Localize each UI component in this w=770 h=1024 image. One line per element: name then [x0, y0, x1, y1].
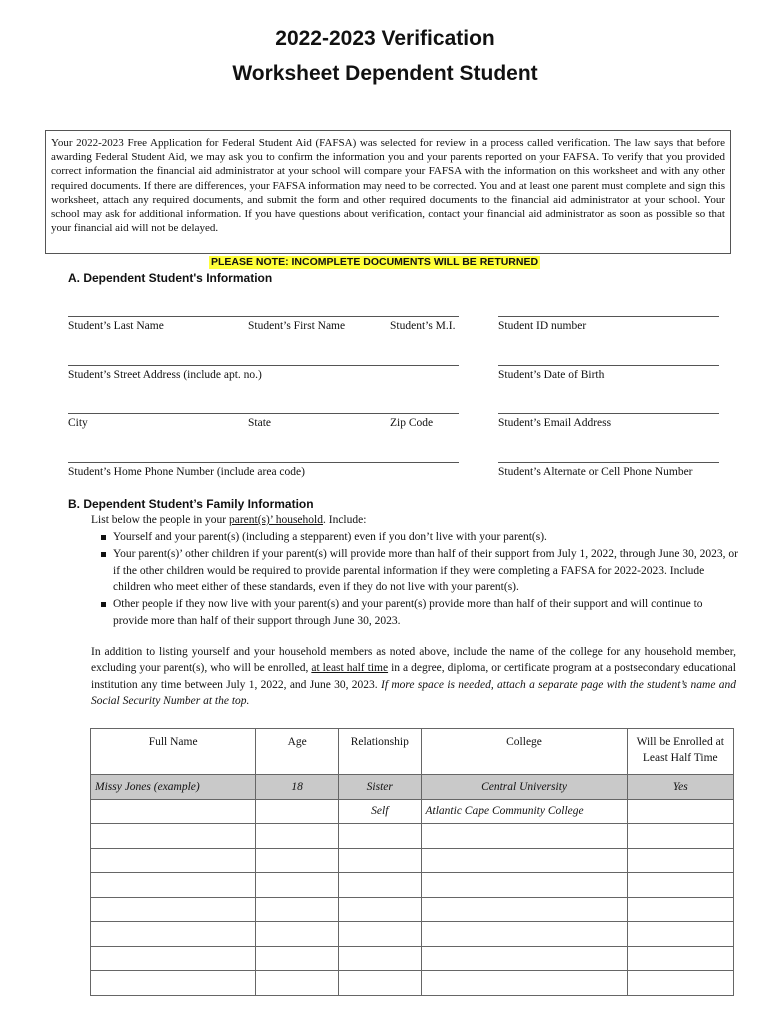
name-cell[interactable]: [91, 971, 256, 996]
col-header-college: College: [421, 729, 627, 775]
col-header-half-time: Will be Enrolled at Least Half Time: [627, 729, 733, 775]
page-subtitle: Worksheet Dependent Student: [232, 62, 538, 85]
example-college: Central University: [421, 775, 627, 800]
street-address-label: Student’s Street Address (include apt. no.): [68, 369, 262, 381]
relationship-cell[interactable]: [339, 946, 422, 971]
name-cell[interactable]: [91, 946, 256, 971]
table-row: [91, 873, 734, 898]
example-row: [91, 775, 734, 800]
age-cell[interactable]: [256, 897, 339, 922]
name-cell[interactable]: [91, 824, 256, 849]
extra-space-note: If more space is needed, attach a separate page with the student’s name and Social Security Number at the top.: [91, 678, 737, 707]
household-bullet-list: [99, 529, 739, 630]
student-id-line[interactable]: [498, 316, 719, 317]
college-instructions-mid: in a degree, diploma, or certificate program at a postsecondary educational institution any time between July 1, 2022, and June 30, 2023.: [91, 662, 736, 691]
name-cell[interactable]: [91, 873, 256, 898]
bullet-item: [99, 596, 739, 630]
mi-label: Student’s M.I.: [390, 320, 456, 332]
table-row: [91, 946, 734, 971]
example-relationship: Sister: [339, 775, 422, 800]
table-row: [91, 922, 734, 947]
table-row: [91, 824, 734, 849]
section-b-intro: [91, 512, 731, 529]
street-address-line[interactable]: [68, 365, 459, 366]
college-instructions: [91, 644, 736, 709]
college-cell[interactable]: [421, 873, 627, 898]
household-underlined: parent(s)’ household: [228, 514, 323, 526]
bullet-square-icon: [101, 552, 106, 557]
age-cell[interactable]: [256, 922, 339, 947]
relationship-cell[interactable]: [339, 897, 422, 922]
name-cell[interactable]: [91, 799, 256, 824]
college-cell[interactable]: [421, 848, 627, 873]
relationship-cell[interactable]: [339, 971, 422, 996]
age-cell[interactable]: [256, 946, 339, 971]
half-time-cell[interactable]: [627, 897, 733, 922]
bullet-item: [99, 546, 739, 596]
household-table: [90, 728, 734, 996]
age-cell[interactable]: [256, 971, 339, 996]
college-cell[interactable]: [421, 922, 627, 947]
cell-phone-label: Student’s Alternate or Cell Phone Number: [498, 466, 693, 478]
age-cell[interactable]: [256, 873, 339, 898]
half-time-underlined: at least half time: [311, 662, 389, 675]
col-header-age: Age: [256, 729, 339, 775]
name-cell[interactable]: [91, 922, 256, 947]
name-cell[interactable]: [91, 848, 256, 873]
section-a-heading: A. Dependent Student's Information: [68, 271, 273, 285]
zip-label: Zip Code: [390, 417, 434, 429]
age-cell[interactable]: [256, 799, 339, 824]
table-row: [91, 799, 734, 824]
college-cell[interactable]: [421, 946, 627, 971]
relationship-cell[interactable]: [339, 873, 422, 898]
relationship-cell[interactable]: [339, 922, 422, 947]
age-cell[interactable]: [256, 848, 339, 873]
student-id-label: Student ID number: [498, 320, 587, 332]
college-cell[interactable]: [421, 971, 627, 996]
relationship-cell[interactable]: Self: [339, 799, 422, 824]
dob-label: Student’s Date of Birth: [498, 369, 605, 381]
half-time-cell[interactable]: [627, 971, 733, 996]
col-header-relationship: Relationship: [339, 729, 422, 775]
college-cell[interactable]: [421, 897, 627, 922]
bullet-text: Your parent(s)’ other children if your parent(s) will provide more than half of their support from July 1, 2022, through June 30, 2023, or if the other children would be required to provide parental information if they were completing a FAFSA for 2022-2023. Include children who meet either of these standards, even if they do not live with your parent(s).: [113, 547, 738, 594]
half-time-cell[interactable]: [627, 922, 733, 947]
example-age: 18: [256, 775, 339, 800]
half-time-cell[interactable]: [627, 848, 733, 873]
name-cell[interactable]: [91, 897, 256, 922]
section-b-intro-text: List below the people in your: [91, 514, 229, 526]
college-cell[interactable]: [421, 824, 627, 849]
example-name: Missy Jones (example): [91, 775, 256, 800]
bullet-text: Other people if they now live with your parent(s) and your parent(s) provide more than half of their support and will continue to provide more than half of their support through June 30, 2023.: [113, 598, 703, 627]
table-row: [91, 971, 734, 996]
bullet-item: [99, 529, 739, 546]
dob-line[interactable]: [498, 365, 719, 366]
college-cell[interactable]: Atlantic Cape Community College: [421, 799, 627, 824]
incomplete-notice: PLEASE NOTE: INCOMPLETE DOCUMENTS WILL BE RETURNED: [211, 256, 539, 268]
home-phone-line[interactable]: [68, 462, 459, 463]
email-label: Student’s Email Address: [498, 417, 612, 429]
city-state-zip-line[interactable]: [68, 413, 459, 414]
table-row: [91, 848, 734, 873]
relationship-cell[interactable]: [339, 824, 422, 849]
half-time-cell[interactable]: [627, 824, 733, 849]
half-time-cell[interactable]: [627, 873, 733, 898]
last-name-label: Student’s Last Name: [68, 320, 164, 332]
intro-text: Your 2022-2023 Free Application for Federal Student Aid (FAFSA) was selected for review in a process called verification. The law says that before awarding Federal Student Aid, we may ask you to confirm the information you and your parents reported on your FAFSA. To verify that you provided correct information the financial aid administrator at your school will compare your FAFSA with the information on this worksheet and with any other required documents. If there are differences, your FAFSA information may need to be corrected. You and at least one parent must complete and sign this worksheet, attach any required documents, and submit the form and other required documents to the financial aid administrator at your school. Your school may ask for additional information. If you have questions about verification, contact your financial aid administrator as soon as possible so that your financial aid will not be delayed.: [51, 137, 725, 235]
city-label: City: [68, 417, 88, 429]
table-row: [91, 897, 734, 922]
half-time-cell[interactable]: [627, 799, 733, 824]
page-title: 2022-2023 Verification: [275, 27, 495, 50]
bullet-square-icon: [101, 602, 106, 607]
example-half-time: Yes: [627, 775, 733, 800]
first-name-label: Student’s First Name: [248, 320, 346, 332]
bullet-square-icon: [101, 535, 106, 540]
name-line[interactable]: [68, 316, 459, 317]
college-instructions-text: In addition to listing yourself and your household members as noted above, include the name of the college for any household member, excluding your parent(s), who will be enrolled,: [91, 646, 736, 675]
state-label: State: [248, 417, 271, 429]
home-phone-label: Student’s Home Phone Number (include area code): [68, 466, 305, 478]
cell-phone-line[interactable]: [498, 462, 719, 463]
age-cell[interactable]: [256, 824, 339, 849]
col-header-full-name: Full Name: [91, 729, 256, 775]
intro-box: [45, 130, 731, 254]
half-time-cell[interactable]: [627, 946, 733, 971]
relationship-cell[interactable]: [339, 848, 422, 873]
bullet-text: Yourself and your parent(s) (including a stepparent) even if you don’t live with your parent(s).: [113, 531, 547, 543]
section-b-heading: B. Dependent Student’s Family Information: [68, 497, 314, 511]
table-header-row: [91, 729, 734, 775]
section-b-intro-end: . Include:: [322, 514, 367, 526]
email-line[interactable]: [498, 413, 719, 414]
